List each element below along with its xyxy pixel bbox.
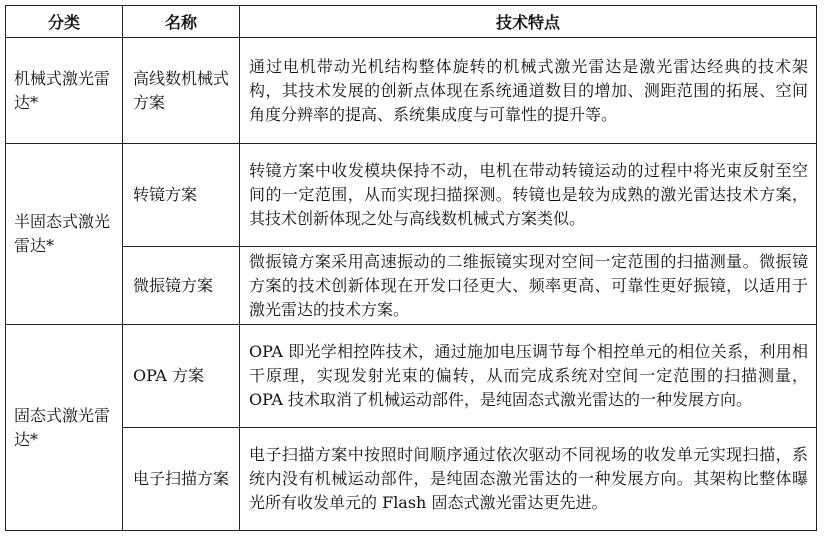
name-cell: 高线数机械式方案 bbox=[123, 38, 240, 144]
name-cell: 微振镜方案 bbox=[123, 247, 240, 325]
feature-cell: OPA 即光学相控阵技术，通过施加电压调节每个相控单元的相位关系，利用相干原理，实现发射光束的偏转，从而完成系统对空间一定范围的扫描测量，OPA 技术取消了机械运动部件，是纯固态式激光雷达的一种发展方向。 bbox=[240, 325, 817, 428]
category-cell: 固态式激光雷达* bbox=[6, 325, 123, 531]
lidar-technology-table bbox=[5, 5, 817, 531]
table-row bbox=[6, 144, 817, 247]
category-cell: 机械式激光雷达* bbox=[6, 38, 123, 144]
table-row bbox=[6, 38, 817, 144]
table-row bbox=[6, 247, 817, 325]
header-feature: 技术特点 bbox=[240, 6, 817, 38]
header-name: 名称 bbox=[123, 6, 240, 38]
table-row bbox=[6, 325, 817, 428]
feature-cell: 微振镜方案采用高速振动的二维振镜实现对空间一定范围的扫描测量。微振镜方案的技术创新体现在开发口径更大、频率更高、可靠性更好振镜，以适用于激光雷达的技术方案。 bbox=[240, 247, 817, 325]
name-cell: 电子扫描方案 bbox=[123, 428, 240, 531]
feature-cell: 电子扫描方案中按照时间顺序通过依次驱动不同视场的收发单元实现扫描，系统内没有机械运动部件，是纯固态激光雷达的一种发展方向。其架构比整体曝光所有收发单元的 Flash 固态式激光雷达更先进。 bbox=[240, 428, 817, 531]
feature-cell: 转镜方案中收发模块保持不动，电机在带动转镜运动的过程中将光束反射至空间的一定范围，从而实现扫描探测。转镜也是较为成熟的激光雷达技术方案，其技术创新体现之处与高线数机械式方案类似。 bbox=[240, 144, 817, 247]
table-row bbox=[6, 428, 817, 531]
name-cell: OPA 方案 bbox=[123, 325, 240, 428]
header-category: 分类 bbox=[6, 6, 123, 38]
feature-cell: 通过电机带动光机结构整体旋转的机械式激光雷达是激光雷达经典的技术架构，其技术发展的创新点体现在系统通道数目的增加、测距范围的拓展、空间角度分辨率的提高、系统集成度与可靠性的提升等。 bbox=[240, 38, 817, 144]
table-header-row bbox=[6, 6, 817, 38]
name-cell: 转镜方案 bbox=[123, 144, 240, 247]
category-cell: 半固态式激光雷达* bbox=[6, 144, 123, 325]
